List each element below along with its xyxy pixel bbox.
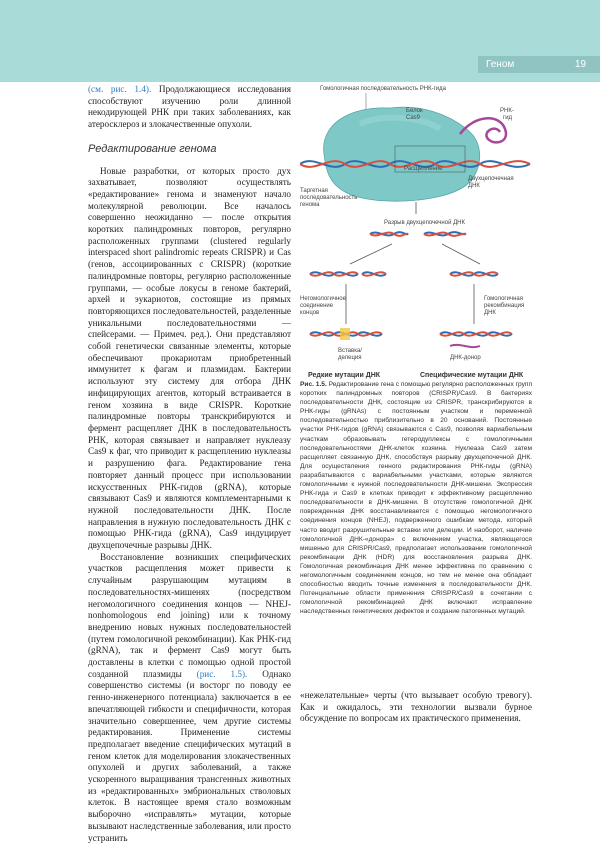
fig-label-dsb: Разрыв двухцепочечной ДНК: [384, 220, 465, 226]
cas9-protein: [324, 107, 480, 201]
figure-ref-link[interactable]: (см. рис. 1.4).: [88, 84, 152, 94]
running-head: Геном: [486, 59, 515, 70]
fig-label-cas9-a: Белок: [406, 108, 423, 114]
fig-label-nhej-a: Негомологичное: [300, 296, 346, 302]
fig-label-nhej-c: концов: [300, 310, 320, 316]
fig-label-guide-b: гид: [503, 115, 513, 121]
fig-label-target-a: Таргетная: [300, 188, 328, 194]
intro-text: Продолжающиеся исследования способствуют изучению роли длинной некодирующей РНК при таких заболеваниях, как атеросклероз и злокачественные опухоли.: [88, 84, 291, 130]
fig-label-indel-b: делеция: [338, 355, 362, 361]
fig-label-grna-seq: Гомологичная последовательность РНК-гида: [320, 86, 446, 92]
fig-label-hdr-c: ДНК: [484, 310, 496, 316]
page-number-box: [502, 56, 600, 73]
paragraph-1: Новые разработки, от которых просто дух захватывает, позволяют осуществлять «редактирование» генома и знаменуют начало молекулярной революции. Все началось совершенно неожиданно — после открытия коротких палиндромных повторов, регулярно расположенных группами (clustered regularly interspaced short palindromic repeats CRISPR) и Cas (генов, ассоциированных с CRISPR) (короткие палиндромные повторы, регулярно расположенные группами, — особые локусы в геноме бактерий, архей и эукариотов, состоящие из прямых повторяющихся последовательностей, разделенные уникальными последовательностями — спейсерами. — Примеч. ред.). Они представляют собой генетически связанные элементы, которые обеспечивают прокариотам приобретенный иммунитет к фагам и плазмидам. Бактерии используют эту систему для отбора ДНК инфицирующих агентов, который встраивается в геном хозяина в виде CRISPR. Короткие палиндромные повторы транскрибируются и фермент расщепляет ДНК в последовательность РНК, которая связывает и направляет нуклеазу Cas9 к фаг, что приводит к расщеплению нуклеазы и разрушению фага. Редактирование гена повторяет данный процесс при использовании искусственных РНК-гидов (gRNA), которые связывают Cas9 и являются комплементарными к нужной последовательности ДНК. После направления в нужную последовательность ДНК с помощью РНК-гида (gRNA), Cas9 индуцирует двухцепочечные разрывы ДНК.: [88, 165, 291, 551]
caption-text: Редактирование гена с помощью регулярно расположенных групп коротких палиндромных повторов (CRISPR)/Cas9. В бактериях последовательности ДНК, состоящие из CRISPR, транскрибируются в РНК-гиды (gRNAs) с постоянным участком и переменной последовательностью приблизительно в 20 оснований. Постоянные участки РНК-гидов (gRNA) связываются с Cas9, позволяя вариабельным участкам образовывать гетеродуплексы с гомологичными последовательностями ДНК-клеток хозяина. Нуклеаза Cas9 затем расщепляет связанную ДНК, способствуя разрыву двухцепочечной ДНК. Для осуществления генного редактирования РНК-гиды (gRNA) разрабатываются с вариабельными участками, которые являются гомологичными к нужной последовательности ДНК-мишени. Экспрессия РНК-гида и Cas9 в клетках приводит к эффективному расщеплению последовательности в ДНК-мишени. В отсутствие гомологичной ДНК поврежденная ДНК восстанавливается с помощью негомологичного соединения концов (NHEJ), подверженного ошибкам метода, который часто вводит разрушительные вставки или делеции. И наоборот, наличие гомологичной ДНК-«донора» с включением участка, являющегося мишенью для CRISPR/Cas9, предполагает использование гомологичной рекомбинации ДНК (HDR) для восстановления разрыва ДНК. Гомологичная рекомбинация ДНК менее эффективна по сравнению с негомологичным соединением концов, но тем не менее она обладает способностью вводить точные изменения в последовательности ДНК. Потенциальные области применения CRISPR/Cas9 в сочетании с гомологичной рекомбинацией ДНК включают исправление наследственных генетических дефектов и создание патогенных мутаций.: [300, 381, 533, 616]
section-heading: Редактирование генома: [88, 142, 217, 155]
fig-label-donor: ДНК-донор: [450, 355, 481, 361]
fig-label-hdr-b: рекомбинация: [484, 303, 525, 309]
right-paragraph: «нежелательные» черты (что вызывает особую тревогу). Как и ожидалось, эти технологии вызвали бурное обсуждение по вопросам их практического применения.: [300, 690, 532, 724]
crispr-figure: [300, 84, 532, 384]
fig-label-ds-b: ДНК: [468, 183, 480, 189]
caption-figure-id: Рис. 1.5.: [300, 381, 327, 388]
right-column-text: [300, 690, 532, 725]
hdr-branch: [440, 272, 512, 347]
fig-label-ds-a: Двухцепочечная: [468, 176, 514, 182]
p2-text-b: Однако совершенство системы (и восторг по поводу ее генно-инженерного потенциала) заключается в ее впечатляющей гибкости и специфичности, которая значительно совершеннее, чем другие системы редактирования. Применение системы предполагает введение специфических мутаций в геном клеток для моделирования злокачественных опухолей и других заболеваний, а также ускоренного выращивания трансгенных животных из «редактированных» эмбриональных стволовых клеток. В настоящее время стало возможным выборочно «исправлять» мутации, которые вызывают наследственные заболевания, или просто устранить: [88, 668, 291, 843]
fig-label-nhej-b: соединение: [300, 303, 334, 309]
fig-label-hdr-a: Гомологичная: [484, 296, 523, 302]
figure-ref-link-2[interactable]: (рис. 1.5).: [196, 668, 248, 679]
figure-caption: [300, 380, 532, 616]
paragraph-2: [88, 552, 291, 844]
fig-label-target-c: генома: [300, 202, 320, 208]
fig-label-specific: Специфические мутации ДНК: [420, 372, 524, 379]
fig-label-cleavage: Расщепление: [404, 166, 443, 172]
fig-label-indel-a: Вставка/: [338, 348, 362, 354]
page-number: 19: [574, 59, 586, 70]
broken-dna: [370, 232, 466, 236]
fig-label-cas9-b: Cas9: [406, 115, 421, 121]
fig-label-rare: Редкие мутации ДНК: [308, 372, 381, 379]
intro-paragraph: [88, 84, 291, 131]
left-column: [88, 84, 291, 844]
fig-label-guide-a: РНК-: [500, 108, 514, 114]
fig-label-target-b: последовательность: [300, 195, 358, 201]
p2-text-a: Восстановление возникших специфических участков расщепления может привести к случайным разрушающим мутациям в последовательностях-мишенях (посредством негомологичного соединения концов — NHEJ-nonhomologous end joining) или к точному внедрению новых нужных последовательностей (путем гомологичной рекомбинации). Как РНК-гид (gRNA), так и фермент Cas9 могут быть доставлены в клетки с помощью одной простой созданной плазмиды: [88, 551, 291, 679]
